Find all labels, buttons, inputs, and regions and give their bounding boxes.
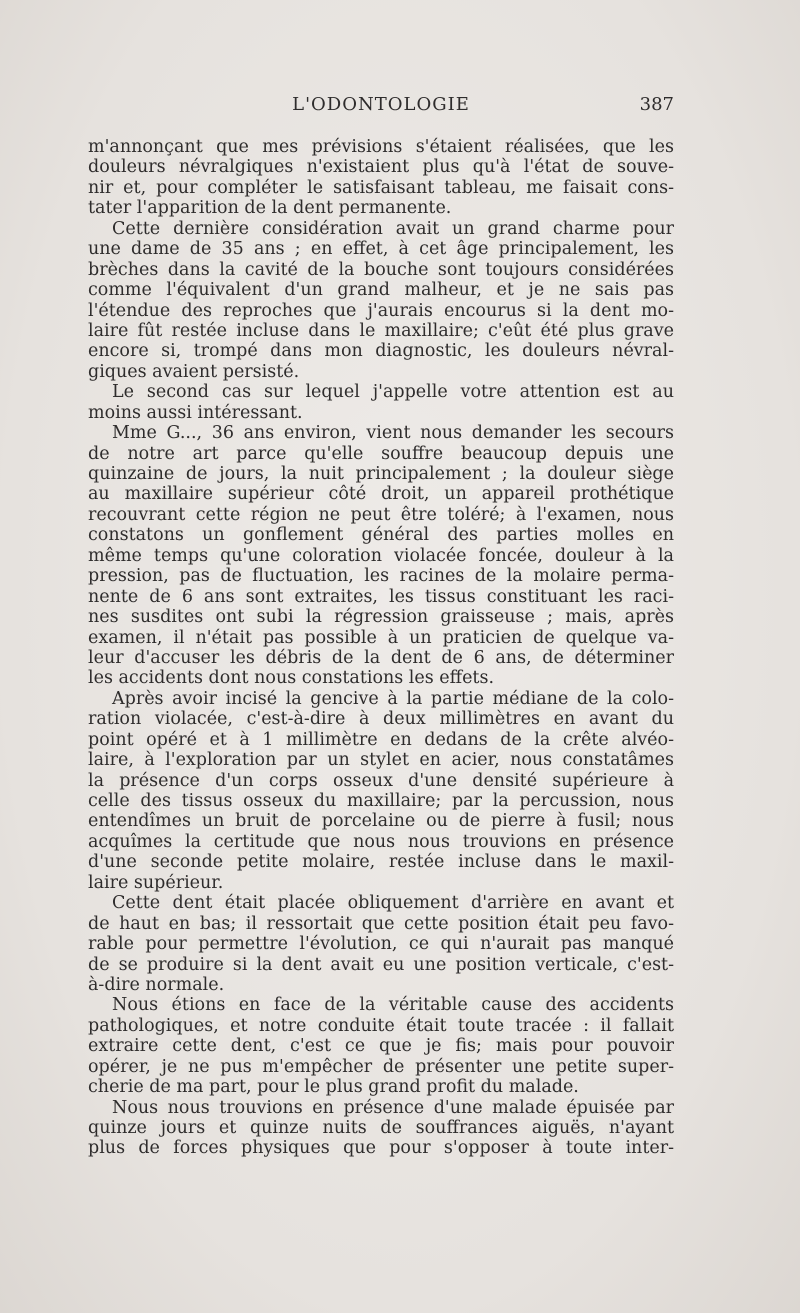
text-line: de notre art parce qu'elle souffre beaucoup depuis une [88,443,674,464]
text-line: m'annonçant que mes prévisions s'étaient réalisées, que les [88,137,674,157]
text-line: à-dire normale. [88,974,225,995]
text-line: Le second cas sur lequel j'appelle votre attention est au [112,382,674,403]
text-line: nes susdites ont subi la régression graisseuse ; mais, après [88,607,674,628]
text-line: Mme G..., 36 ans environ, vient nous demander les secours [112,423,674,444]
text-line: comme l'équivalent d'un grand malheur, et je ne sais pas [88,280,674,301]
text-line: acquîmes la certitude que nous nous trouvions en présence [88,831,674,852]
text-line: entendîmes un bruit de porcelaine ou de pierre à fusil; nous [88,811,674,832]
text-line: ration violacée, c'est-à-dire à deux millimètres en avant du [88,709,674,730]
text-line: douleurs névralgiques n'existaient plus qu'à l'état de souve- [88,157,674,178]
text-line: pathologiques, et notre conduite était toute tracée : il fallait [88,1015,674,1036]
text-line: point opéré et à 1 millimètre en dedans de la crête alvéo- [88,729,674,750]
text-line: examen, il n'était pas possible à un praticien de quelque va- [88,627,674,648]
text-line: les accidents dont nous constations les effets. [88,668,495,689]
text-line: nir et, pour compléter le satisfaisant tableau, me faisait cons- [88,177,674,198]
text-line: constatons un gonflement général des parties molles en [88,525,674,546]
text-line: celle des tissus osseux du maxillaire; par la percussion, nous [88,791,674,811]
running-head [88,94,674,120]
text-line: opérer, je ne pus m'empêcher de présenter une petite super- [88,1056,674,1077]
text-line: Cette dernière considération avait un grand charme pour [112,218,674,239]
text-line: de se produire si la dent avait eu une position verticale, c'est- [88,954,674,975]
text-line: giques avaient persisté. [88,361,300,382]
text-line: encore si, trompé dans mon diagnostic, les douleurs névral- [88,341,674,362]
text-line: d'une seconde petite molaire, restée incluse dans le maxil- [88,852,674,873]
text-line: Cette dent était placée obliquement d'arrière en avant et [112,893,674,914]
text-line: Nous étions en face de la véritable cause des accidents [112,995,674,1016]
text-line: au maxillaire supérieur côté droit, un appareil prothétique [88,484,674,505]
text-line: leur d'accuser les débris de la dent de 6 ans, de déterminer [88,647,674,668]
text-line: de haut en bas; il ressortait que cette position était peu favo- [88,913,674,934]
text-line: l'étendue des reproches que j'aurais encourus si la dent mo- [88,300,674,321]
text-line: laire supérieur. [88,872,224,893]
text-line: pression, pas de fluctuation, les racines de la molaire perma- [88,566,674,587]
text-line: Nous nous trouvions en présence d'une malade épuisée par [112,1097,674,1118]
text-line: quinzaine de jours, la nuit principalement ; la douleur siège [88,464,674,484]
text-line: extraire cette dent, c'est ce que je fis; mais pour pouvoir [88,1036,674,1057]
text-line: une dame de 35 ans ; en effet, à cet âge principalement, les [88,239,674,260]
text-line: tater l'apparition de la dent permanente. [88,198,452,219]
text-line: brèches dans la cavité de la bouche sont toujours considérées [88,259,674,280]
running-title: L'ODONTOLOGIE [292,94,470,115]
text-line: recouvrant cette région ne peut être toléré; à l'examen, nous [88,504,674,525]
text-line: laire, à l'exploration par un stylet en acier, nous constatâmes [88,750,674,771]
text-line: quinze jours et quinze nuits de souffrances aiguës, n'ayant [88,1118,674,1138]
text-line: nente de 6 ans sont extraites, les tissus constituant les raci- [88,586,674,607]
text-line: plus de forces physiques que pour s'opposer à toute inter- [88,1138,674,1159]
text-line: cherie de ma part, pour le plus grand profit du malade. [88,1077,579,1098]
text-line: la présence d'un corps osseux d'une densité supérieure à [88,770,674,791]
text-line: rable pour permettre l'évolution, ce qui n'aurait pas manqué [88,934,674,955]
text-line: moins aussi intéressant. [88,402,303,423]
text-line: Après avoir incisé la gencive à la partie médiane de la colo- [112,688,674,709]
text-line: laire fût restée incluse dans le maxillaire; c'eût été plus grave [88,320,674,341]
body-text [88,137,674,1159]
text-line: même temps qu'une coloration violacée foncée, douleur à la [88,545,674,566]
page-number: 387 [639,94,674,115]
